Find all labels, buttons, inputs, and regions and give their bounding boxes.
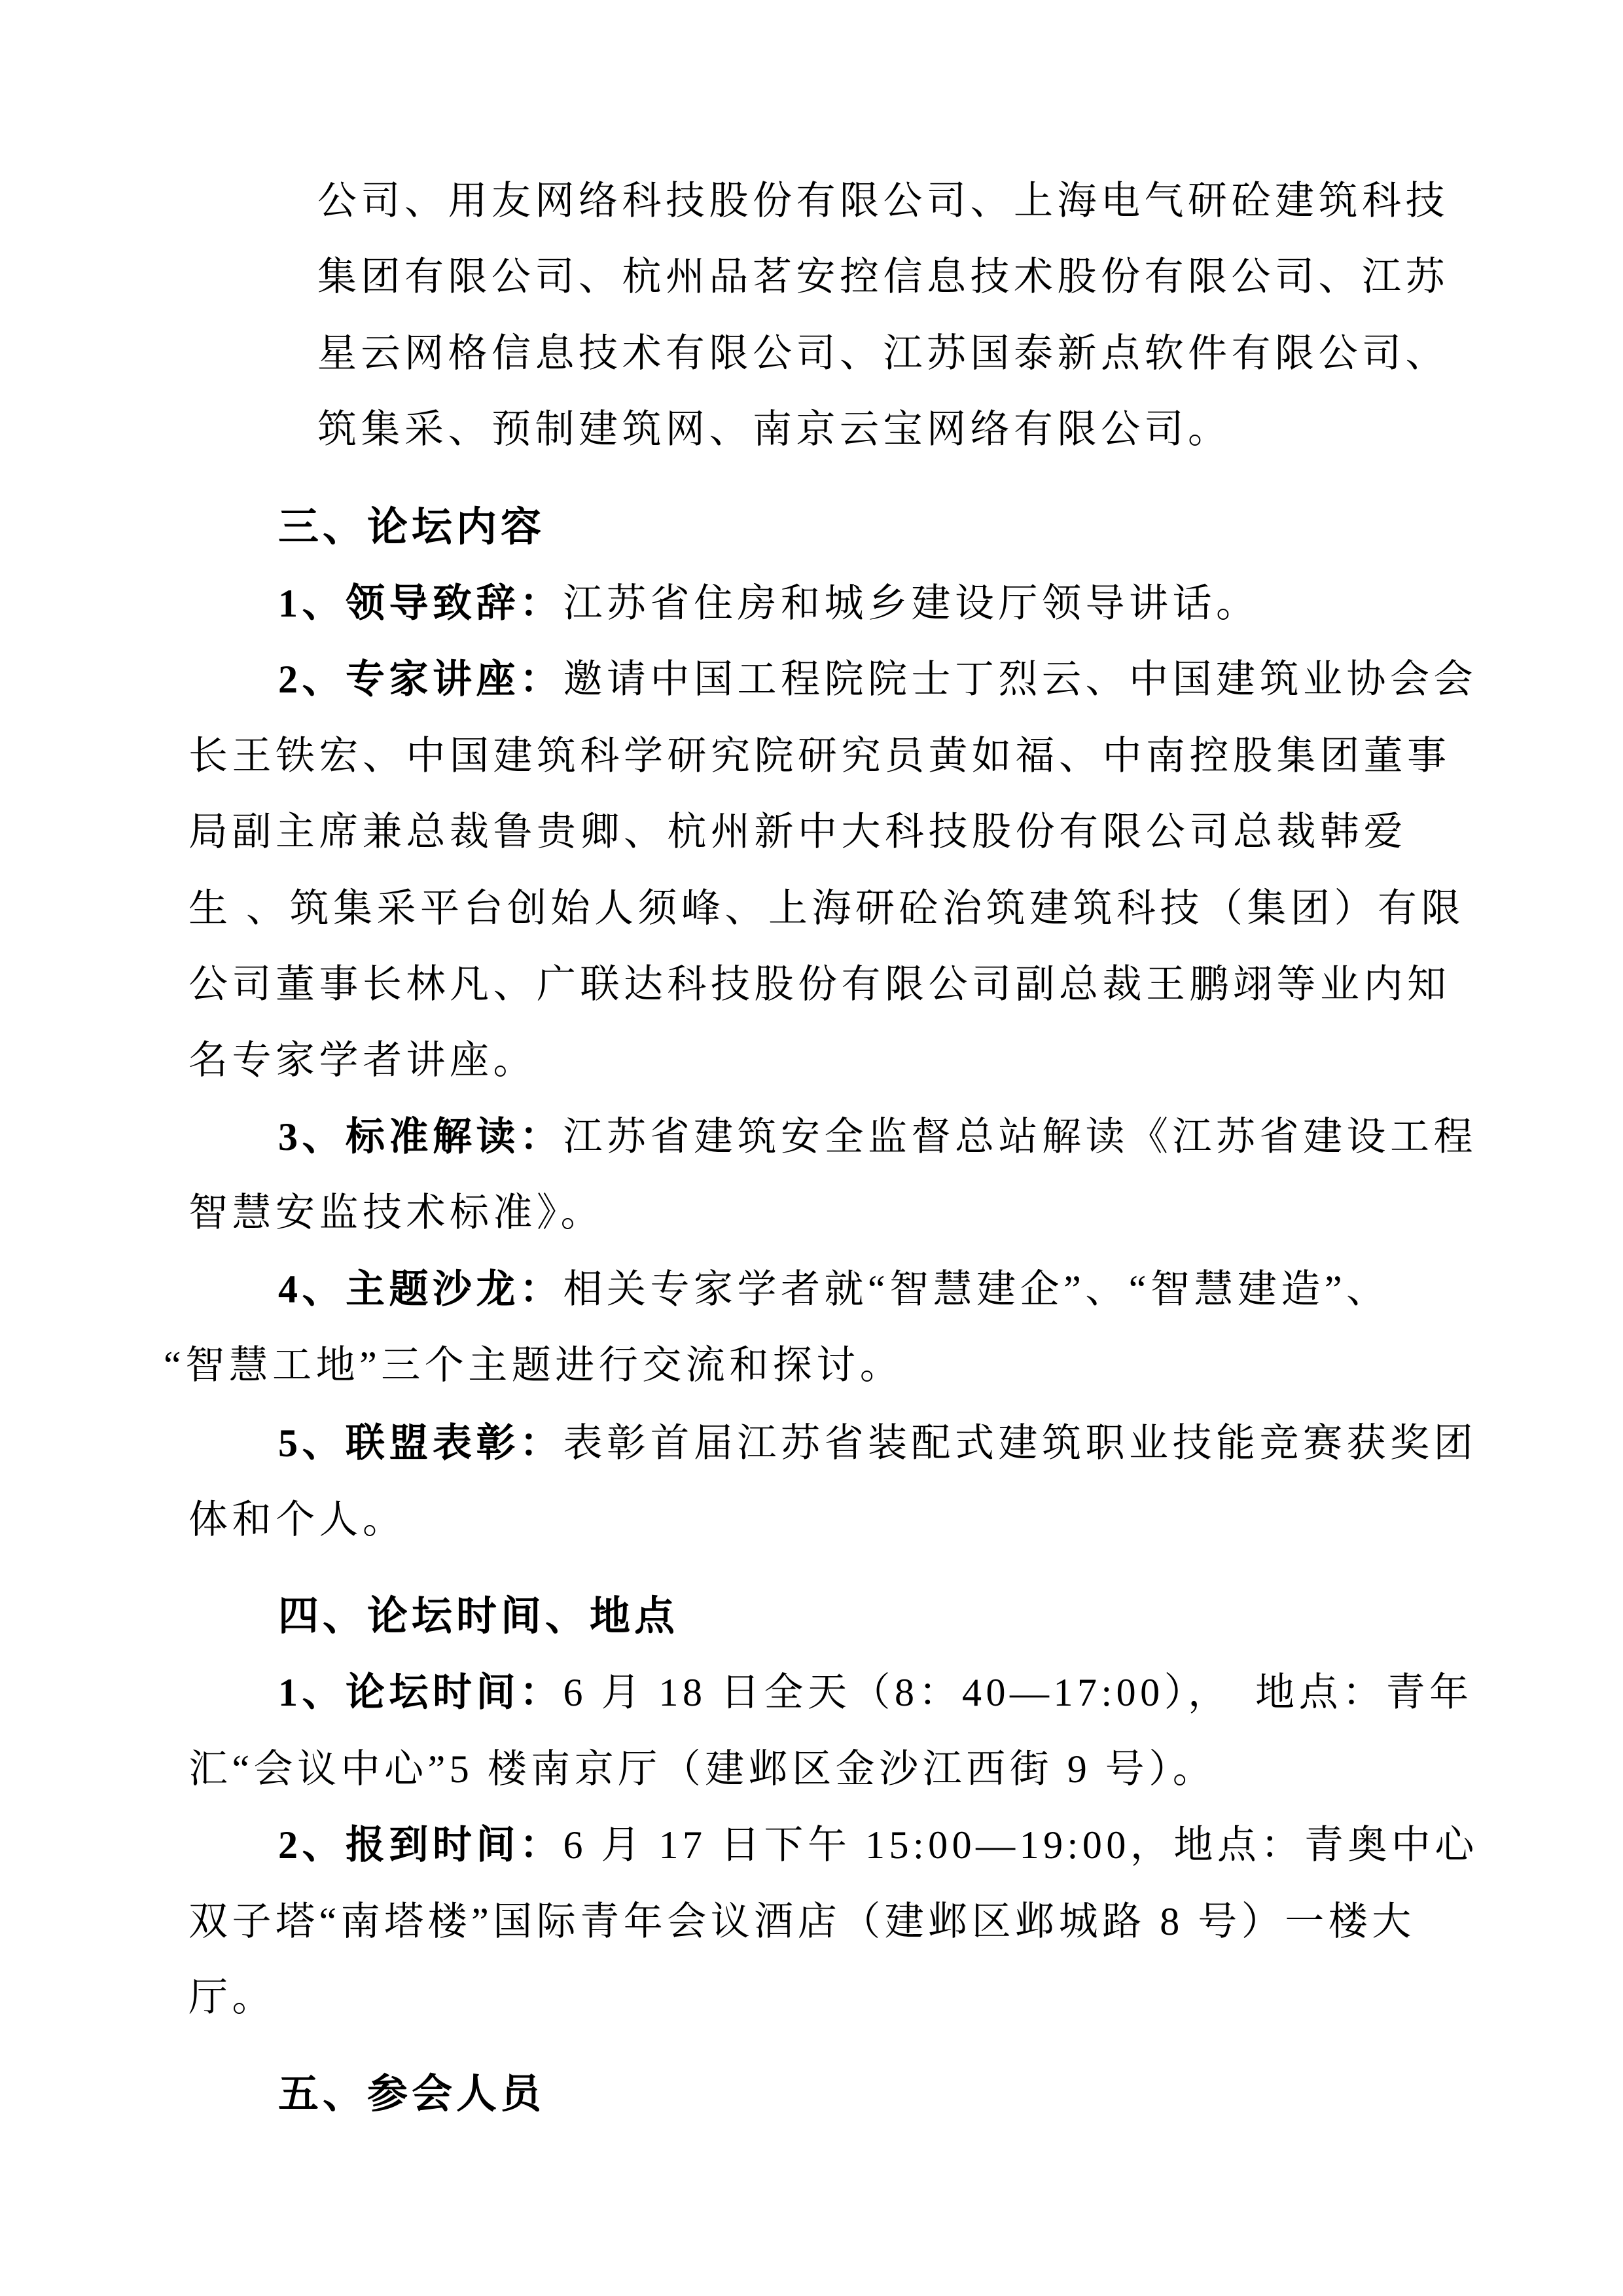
line-text: 公司董事长林凡、广联达科技股份有限公司副总裁王鹏翊等业内知 [188, 963, 1451, 1006]
numbered-item-line [278, 1407, 1477, 1479]
line-text: 局副主席兼总裁鲁贵卿、杭州新中大科技股份有限公司总裁韩爱 [188, 810, 1407, 853]
paragraph-line [188, 872, 1465, 944]
heading-text: 四、论坛时间、地点 [278, 1594, 679, 1639]
paragraph-line [317, 241, 1449, 313]
paragraph-line [188, 1024, 537, 1096]
line-text: 名专家学者讲座。 [188, 1039, 537, 1082]
item-label: 4、主题沙龙： [278, 1268, 563, 1311]
line-text: 厅。 [188, 1976, 276, 2019]
line-text: 汇“会议中心”5 楼南京厅（建邺区金沙江西街 9 号）。 [188, 1748, 1217, 1791]
paragraph-line [188, 796, 1407, 868]
paragraph-line [188, 1962, 276, 2034]
heading-text: 五、参会人员 [278, 2072, 546, 2117]
item-label: 1、论坛时间： [278, 1671, 563, 1714]
item-label: 2、报到时间： [278, 1823, 563, 1867]
numbered-item-line [278, 1101, 1477, 1173]
paragraph-line [188, 720, 1451, 792]
numbered-item-line [278, 1657, 1473, 1729]
line-text: 6 月 18 日全天（8：40—17:00）， 地点：青年 [563, 1671, 1473, 1714]
item-label: 3、标准解读： [278, 1115, 563, 1158]
line-text: 筑集采、预制建筑网、南京云宝网络有限公司。 [317, 408, 1232, 451]
paragraph-line [317, 165, 1449, 237]
line-text: 6 月 17 日下午 15:00—19:00，地点：青奥中心 [563, 1823, 1478, 1867]
line-text: 双子塔“南塔楼”国际青年会议酒店（建邺区邺城路 8 号）一楼大 [188, 1900, 1416, 1943]
paragraph-line [188, 1886, 1416, 1958]
paragraph-line [317, 317, 1449, 389]
item-label: 2、专家讲座： [278, 658, 563, 701]
numbered-item-line [278, 1809, 1478, 1881]
line-text: 江苏省住房和城乡建设厅领导讲话。 [563, 582, 1260, 625]
line-text: 相关专家学者就“智慧建企”、“智慧建造”、 [563, 1268, 1390, 1311]
line-text: 智慧安监技术标准》。 [188, 1191, 604, 1234]
line-text: 生 、筑集采平台创始人须峰、上海研砼治筑建筑科技（集团）有限 [188, 887, 1465, 930]
numbered-item-line [278, 643, 1477, 715]
line-text: 星云网格信息技术有限公司、江苏国泰新点软件有限公司、 [317, 332, 1449, 375]
item-label: 5、联盟表彰： [278, 1422, 563, 1465]
paragraph-line [188, 1177, 604, 1249]
section-heading-3 [278, 492, 545, 564]
paragraph-line [188, 948, 1451, 1020]
numbered-item-line [278, 1253, 1390, 1325]
paragraph-line [317, 393, 1232, 465]
heading-text: 三、论坛内容 [278, 505, 546, 550]
item-label: 1、领导致辞： [278, 582, 563, 625]
paragraph-line [188, 1484, 406, 1556]
section-heading-5 [278, 2058, 545, 2130]
paragraph-line [164, 1329, 903, 1401]
line-text: 公司、用友网络科技股份有限公司、上海电气研砼建筑科技 [317, 179, 1449, 223]
section-heading-4 [278, 1581, 679, 1653]
line-text: 江苏省建筑安全监督总站解读《江苏省建设工程 [563, 1115, 1477, 1158]
line-text: 长王铁宏、中国建筑科学研究院研究员黄如福、中南控股集团董事 [188, 734, 1451, 778]
line-text: “智慧工地”三个主题进行交流和探讨。 [164, 1344, 904, 1387]
line-text: 表彰首届江苏省装配式建筑职业技能竞赛获奖团 [563, 1422, 1477, 1465]
numbered-item-line [278, 567, 1260, 639]
paragraph-line [188, 1733, 1216, 1805]
line-text: 体和个人。 [188, 1498, 406, 1541]
line-text: 集团有限公司、杭州品茗安控信息技术股份有限公司、江苏 [317, 255, 1449, 298]
line-text: 邀请中国工程院院士丁烈云、中国建筑业协会会 [563, 658, 1477, 701]
